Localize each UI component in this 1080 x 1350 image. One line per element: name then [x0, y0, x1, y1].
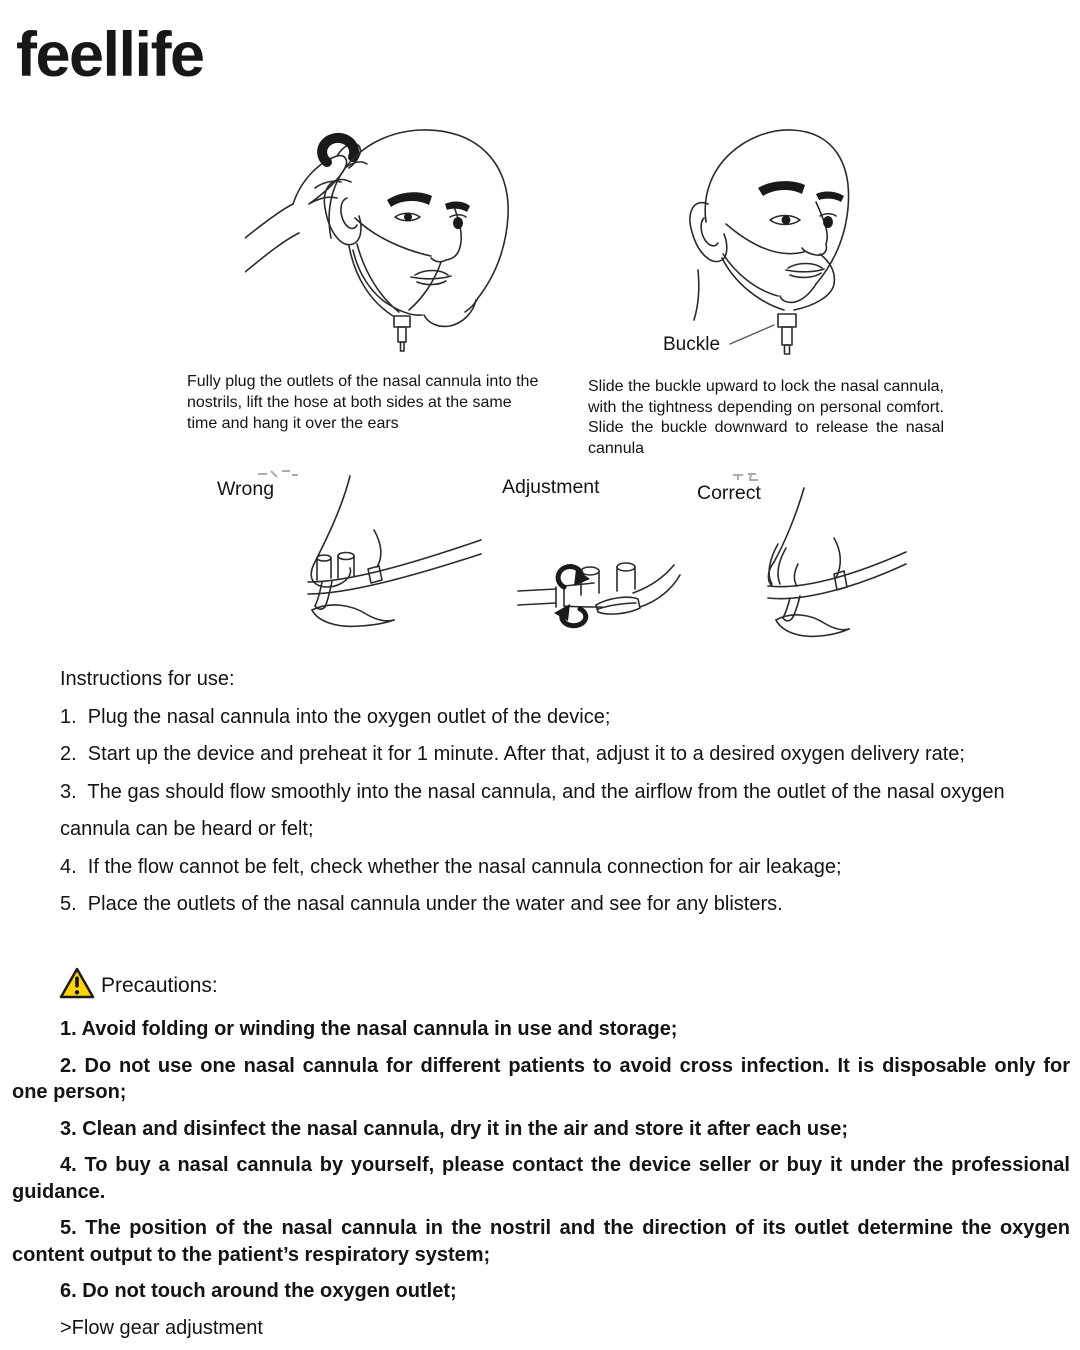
- instructions-heading: Instructions for use:: [60, 668, 235, 690]
- instruction-item: 4. If the flow cannot be felt, check whether the nasal cannula connection for air leakage;: [60, 855, 842, 878]
- precaution-item: 1. Avoid folding or winding the nasal cannula in use and storage;: [60, 1018, 678, 1040]
- rotate-arrow-icon: [554, 604, 586, 626]
- instructions-section: [60, 661, 1048, 924]
- adjustment-label: Adjustment: [502, 476, 600, 498]
- buckle-leader-line: [730, 325, 774, 344]
- warning-triangle-icon: [58, 966, 96, 1000]
- figure-buckle-adjust: [668, 112, 893, 367]
- precaution-item: 4. To buy a nasal cannula by yourself, please contact the device seller or buy it under the professional guidance.: [12, 1154, 1070, 1203]
- wearing-cannula-illustration: [245, 110, 555, 368]
- eyebrow: [816, 192, 844, 202]
- wearing-caption: Fully plug the outlets of the nasal cannula into the nostrils, lift the hose at both sides at the same time and hang it over the ears: [187, 373, 539, 432]
- faded-text-artifact: [256, 467, 300, 479]
- eyebrow: [758, 181, 805, 196]
- figure-wearing-cannula: [245, 110, 555, 368]
- figure-wrong-position: [298, 470, 483, 652]
- lift-arrow-icon: [322, 138, 354, 162]
- adjustment-illustration: [512, 545, 682, 645]
- eyebrow: [445, 202, 470, 212]
- feellife-logo: feellife: [16, 20, 204, 90]
- instruction-item: 3. The gas should flow smoothly into the nasal cannula, and the airflow from the outlet of the nasal oxygen cannula can be heard or felt;: [60, 780, 1011, 840]
- precaution-item: 3. Clean and disinfect the nasal cannula, dry it in the air and store it after each use;: [60, 1117, 848, 1140]
- buckle-illustration: [668, 112, 893, 367]
- precaution-item: 2. Do not use one nasal cannula for different patients to avoid cross infection. It is disposable only for one person;: [12, 1054, 1070, 1103]
- wrong-label: Wrong: [217, 478, 275, 500]
- precautions-heading-row: [58, 966, 218, 1000]
- precaution-item: 5. The position of the nasal cannula in the nostril and the direction of its outlet determine the oxygen content output to the patient’s respiratory system;: [12, 1217, 1070, 1266]
- precaution-item: 6. Do not touch around the oxygen outlet;: [60, 1280, 457, 1302]
- precautions-heading: Precautions:: [101, 974, 218, 997]
- buckle-label: Buckle: [663, 334, 721, 355]
- figure-correct-position: [752, 482, 910, 654]
- precautions-section: [12, 1016, 1070, 1350]
- correct-label: Correct: [697, 482, 761, 504]
- flow-gear-adjustment-line: >Flow gear adjustment: [60, 1316, 263, 1339]
- wrong-position-illustration: [298, 470, 483, 652]
- buckle-caption: Slide the buckle upward to lock the nasal cannula, with the tightness depending on personal comfort. Slide the buckle downward to release the nasal cannula: [588, 378, 944, 457]
- instruction-item: 1. Plug the nasal cannula into the oxygen outlet of the device;: [60, 705, 611, 728]
- faded-text-artifact: [731, 470, 765, 482]
- instruction-item: 5. Place the outlets of the nasal cannula under the water and see for any blisters.: [60, 893, 783, 915]
- correct-position-illustration: [752, 482, 910, 654]
- eyebrow: [387, 192, 432, 207]
- instruction-item: 2. Start up the device and preheat it for 1 minute. After that, adjust it to a desired oxygen delivery rate;: [60, 743, 965, 765]
- figure-adjustment: [512, 545, 682, 645]
